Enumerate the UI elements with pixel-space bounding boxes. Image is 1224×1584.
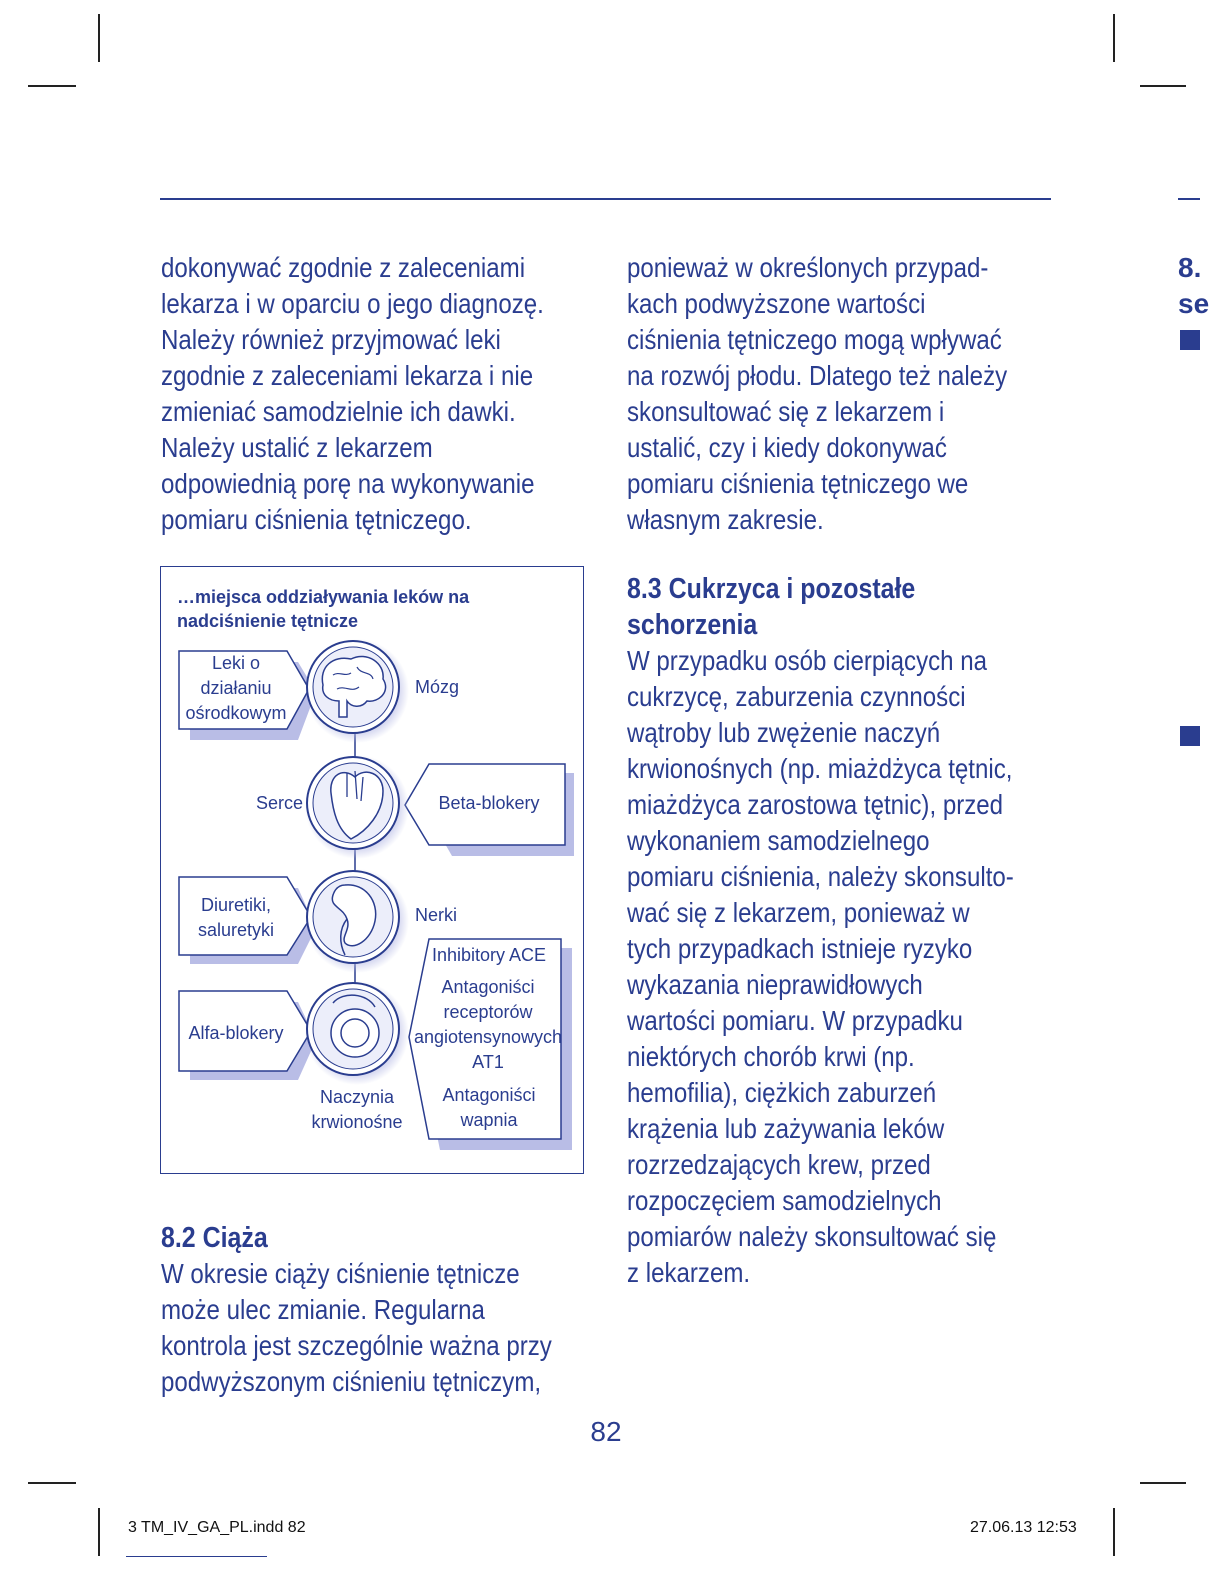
label-line: wapnia [460, 1110, 518, 1130]
text-line: ustalić, czy i kiedy dokonywać [627, 432, 947, 463]
text-line: hemofilia), ciężkich zaburzeń [627, 1077, 937, 1108]
label-line: AT1 [472, 1052, 504, 1072]
vessel-circle [305, 981, 409, 1085]
text-line: skonsultować się z lekarzem i [627, 396, 945, 427]
text-line: pomiaru ciśnienia tętniczego. [161, 504, 472, 535]
label-kidney: Nerki [415, 905, 458, 925]
label-line: Diuretiki, [200, 895, 271, 915]
brain-circle [305, 639, 409, 743]
label-heart: Serce [256, 793, 304, 813]
text-line: rozpoczęciem samodzielnych [627, 1185, 942, 1216]
text-line: tych przypadkach istnieje ryzyko [627, 933, 973, 964]
label-central-drugs [179, 651, 293, 726]
slug-timestamp: 27.06.13 12:53 [970, 1519, 1077, 1536]
text-line: z lekarzem. [627, 1257, 751, 1288]
label-beta-blockers: Beta-blokery [438, 793, 540, 813]
crop-mark [98, 14, 100, 62]
drug-action-figure [160, 566, 584, 1174]
edge-marker [1180, 330, 1200, 350]
label-line: saluretyki [197, 920, 275, 940]
crop-mark [28, 1482, 76, 1484]
label-line: angiotensynowych [413, 1027, 563, 1047]
section-heading: schorzenia [627, 609, 758, 641]
text-line: zmieniać samodzielnie ich dawki. [161, 396, 516, 427]
label-line: Antagoniści [441, 977, 535, 997]
label-line: receptorów [443, 1002, 533, 1022]
header-rule [160, 198, 1051, 200]
text-line: wątroby lub zwężenie naczyń [627, 717, 941, 748]
text-line: zgodnie z zaleceniami lekarza i nie [161, 360, 534, 391]
text-line: lekarza i w oparciu o jego diagnozę. [161, 288, 544, 319]
text-line: W przypadku osób cierpiących na [627, 645, 988, 676]
slug-filename: 3 TM_IV_GA_PL.indd 82 [128, 1519, 306, 1536]
crop-mark [98, 1508, 100, 1556]
text-line: wać się z lekarzem, ponieważ w [627, 897, 970, 928]
edge-marker [1180, 726, 1200, 746]
label-line: Naczynia [319, 1087, 395, 1107]
crop-mark [28, 85, 76, 87]
left-paragraph [161, 250, 544, 538]
section-8-3 [627, 571, 1014, 1291]
text-line: pomiarów należy skonsultować się [627, 1221, 997, 1252]
label-line: ośrodkowym [185, 703, 287, 723]
next-page-rule [1178, 198, 1200, 200]
text-line: może ulec zmianie. Regularna [161, 1294, 485, 1325]
figure-title-line: nadciśnienie tętnicze [177, 611, 359, 631]
label-vessels [307, 1085, 407, 1135]
crop-mark [1140, 1482, 1186, 1484]
slug-underline [126, 1556, 267, 1557]
page-number: 82 [590, 1416, 622, 1447]
text-line: ciśnienia tętniczego mogą wpływać [627, 324, 1002, 355]
text-line: pomiaru ciśnienia, należy skonsulto- [627, 861, 1014, 892]
right-paragraph [627, 250, 1007, 538]
text-line: odpowiednią porę na wykonywanie [161, 468, 535, 499]
next-page-edge-text: 8. [1178, 252, 1202, 283]
label-line: Leki o [211, 653, 261, 673]
label-line: działaniu [200, 678, 272, 698]
text-line: wykazania nieprawidłowych [627, 969, 923, 1000]
text-line: na rozwój płodu. Dlatego też należy [627, 360, 1008, 391]
text-line: kontrola jest szczególnie ważna przy [161, 1330, 552, 1361]
label-diuretics [179, 893, 293, 943]
label-calcium-antagonists [429, 1083, 549, 1133]
text-line: Należy ustalić z lekarzem [161, 432, 433, 463]
text-line: krwionośnych (np. miażdżyca tętnic, [627, 753, 1013, 784]
label-line: Antagoniści [442, 1085, 536, 1105]
text-line: wykonaniem samodzielnego [627, 825, 930, 856]
text-line: kach podwyższone wartości [627, 288, 926, 319]
text-line: ponieważ w określonych przypad- [627, 252, 989, 283]
text-line: dokonywać zgodnie z zaleceniami [161, 252, 526, 283]
text-line: Należy również przyjmować leki [161, 324, 501, 355]
crop-mark [1140, 85, 1186, 87]
heart-circle [305, 755, 409, 859]
text-line: miażdżyca zarostowa tętnic), przed [627, 789, 1004, 820]
text-line: pomiaru ciśnienia tętniczego we [627, 468, 969, 499]
text-line: niektórych chorób krwi (np. [627, 1041, 915, 1072]
next-page-edge-text: se [1178, 288, 1210, 319]
text-line: cukrzycę, zaburzenia czynności [627, 681, 966, 712]
text-line: rozrzedzających krew, przed [627, 1149, 931, 1180]
kidney-circle [305, 869, 409, 973]
label-alpha-blockers: Alfa-blokery [188, 1023, 284, 1043]
figure-title-line: …miejsca oddziaływania leków na [177, 587, 470, 607]
section-8-2 [161, 1220, 552, 1400]
label-brain: Mózg [415, 677, 460, 697]
text-line: podwyższonym ciśnieniu tętniczym, [161, 1366, 542, 1397]
crop-mark [1113, 1508, 1115, 1556]
text-line: krążenia lub zażywania leków [627, 1113, 945, 1144]
crop-mark [1113, 14, 1115, 62]
label-line: krwionośne [311, 1112, 403, 1132]
label-ace-inhibitors: Inhibitory ACE [431, 945, 547, 965]
text-line: własnym zakresie. [627, 504, 824, 535]
section-heading: 8.2 Ciąża [161, 1222, 268, 1254]
label-at1-antagonists [413, 975, 563, 1075]
section-heading: 8.3 Cukrzyca i pozostałe [627, 573, 916, 605]
text-line: W okresie ciąży ciśnienie tętnicze [161, 1258, 520, 1289]
text-line: wartości pomiaru. W przypadku [627, 1005, 963, 1036]
